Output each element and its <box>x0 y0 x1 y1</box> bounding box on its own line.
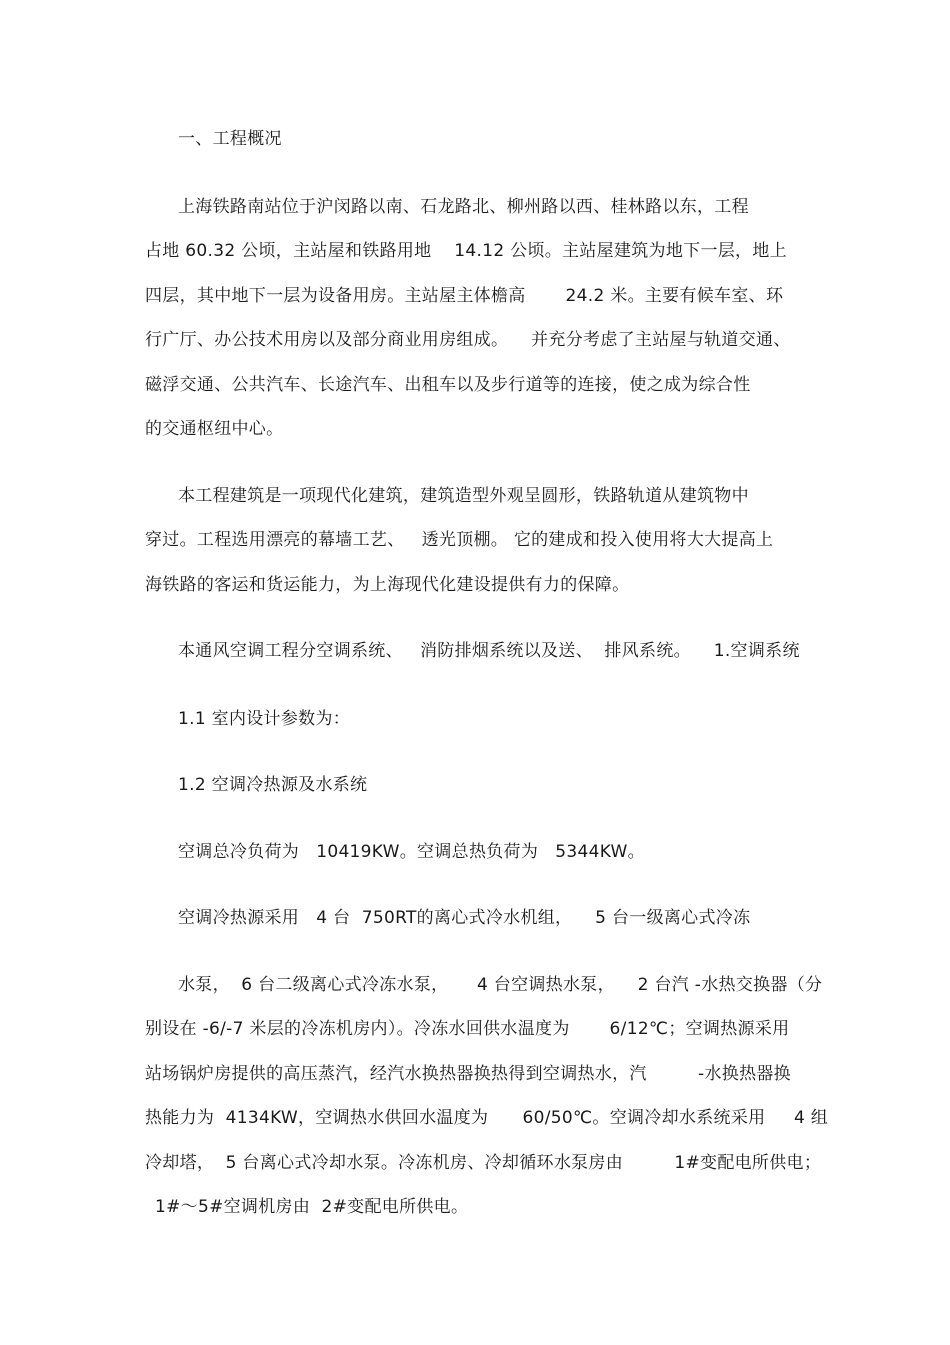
paragraph-1-line-4: 行广厅、办公技术用房以及部分商业用房组成。 并充分考虑了主站屋与轨道交通、 <box>145 330 791 350</box>
paragraph-4-line-1: 水泵， 6 台二级离心式冷冻水泵， 4 台空调热水泵， 2 台汽 -水热交换器（分 <box>178 975 823 995</box>
load-line: 空调总冷负荷为 10419KW。空调总热负荷为 5344KW。 <box>178 842 645 862</box>
paragraph-1-line-2: 占地 60.32 公顷，主站屋和铁路用地 14.12 公顷。主站屋建筑为地下一层，地上 <box>145 241 787 261</box>
paragraph-2-line-2: 穿过。工程选用漂亮的幕墙工艺、 透光顶棚。 它的建成和投入使用将大大提高上 <box>145 530 774 550</box>
paragraph-1-line-3: 四层，其中地下一层为设备用房。主站屋主体檐高 24.2 米。主要有候车室、环 <box>145 286 784 306</box>
paragraph-1-line-6: 的交通枢纽中心。 <box>145 419 284 439</box>
paragraph-2-line-1: 本工程建筑是一项现代化建筑，建筑造型外观呈圆形，铁路轨道从建筑物中 <box>178 486 749 506</box>
paragraph-1-line-5: 磁浮交通、公共汽车、长途汽车、出租车以及步行道等的连接，使之成为综合性 <box>145 375 751 395</box>
paragraph-4-line-3: 站场锅炉房提供的高压蒸汽，经汽水换热器换热得到空调热水，汽 -水换热器换 <box>145 1064 791 1084</box>
paragraph-3: 本通风空调工程分空调系统、 消防排烟系统以及送、 排风系统。 1.空调系统 <box>178 641 800 661</box>
section-heading: 一、工程概况 <box>178 129 282 149</box>
paragraph-2-line-3: 海铁路的客运和货运能力，为上海现代化建设提供有力的保障。 <box>145 575 630 595</box>
source-line: 空调冷热源采用 4 台 750RT的离心式冷水机组， 5 台一级离心式冷冻 <box>178 908 751 928</box>
paragraph-4-line-4: 热能力为 4134KW，空调热水供回水温度为 60/50℃。空调冷却水系统采用 4 组 <box>145 1108 829 1128</box>
paragraph-4-line-5: 冷却塔， 5 台离心式冷却水泵。冷冻机房、冷却循环水泵房由 1#变配电所供电； <box>145 1153 822 1173</box>
section-1-1: 1.1 室内设计参数为： <box>178 709 351 729</box>
paragraph-4-line-2: 别设在 -6/-7 米层的冷冻机房内）。冷冻水回供水温度为 6/12℃；空调热源采用 <box>145 1019 790 1039</box>
section-1-2: 1.2 空调冷热源及水系统 <box>178 775 368 795</box>
paragraph-4-line-6: 1#～5#空调机房由 2#变配电所供电。 <box>155 1197 469 1217</box>
paragraph-1-line-1: 上海铁路南站位于沪闵路以南、石龙路北、柳州路以西、桂林路以东，工程 <box>178 197 749 217</box>
